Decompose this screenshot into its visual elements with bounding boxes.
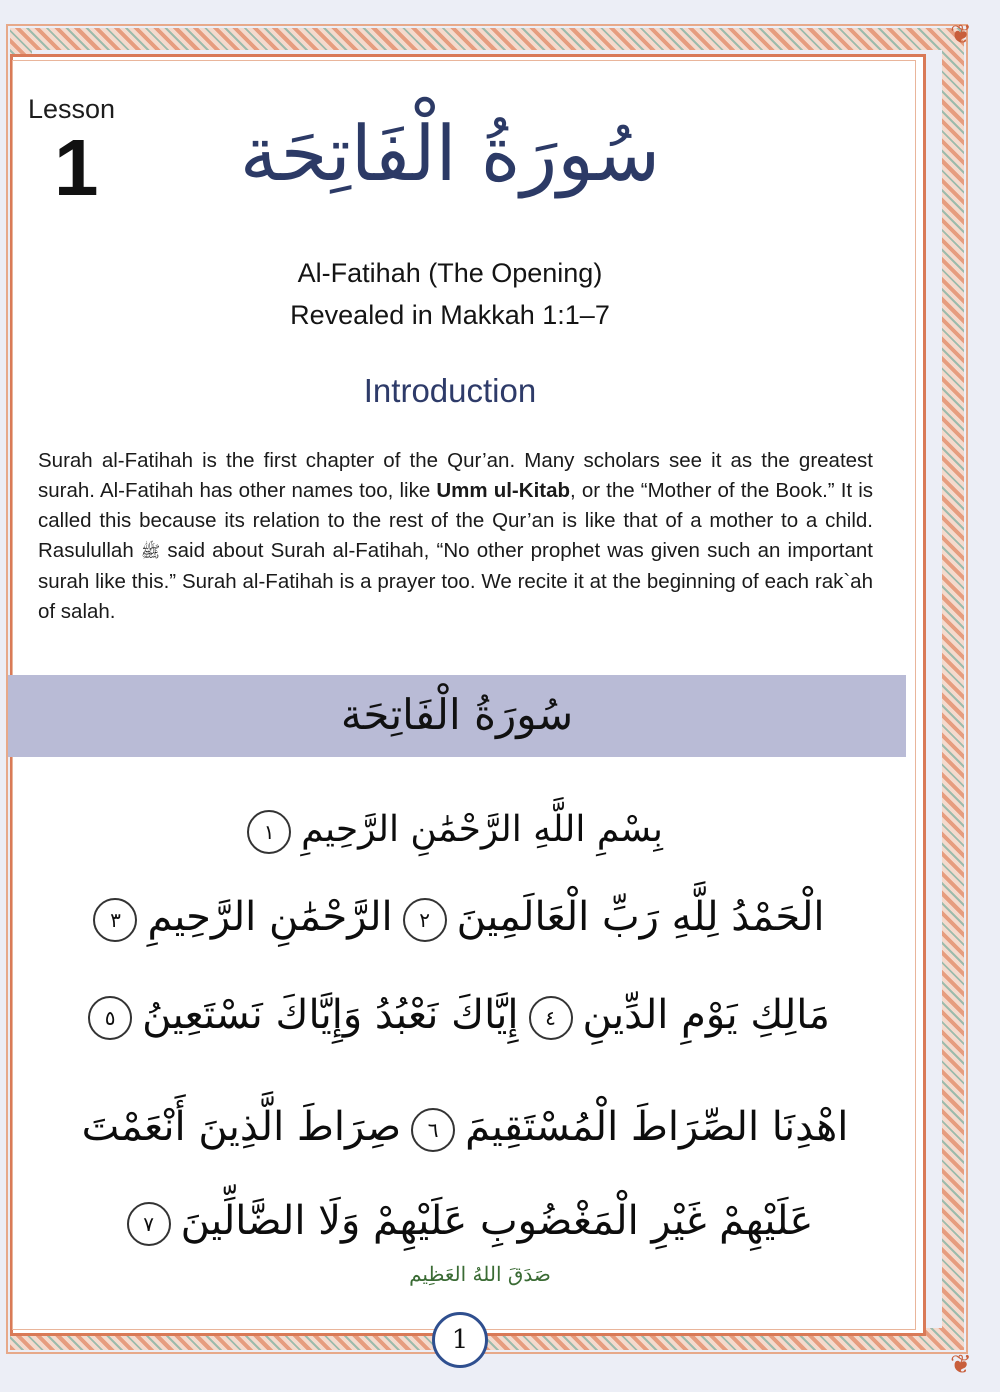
verse-line-1 bbox=[200, 800, 700, 860]
revelation-info: Revealed in Makkah 1:1–7 bbox=[290, 300, 610, 330]
ayah-number-marker: ٧ bbox=[127, 1202, 171, 1246]
ayah-number-marker: ٦ bbox=[411, 1108, 455, 1152]
surah-english-name: Al-Fatihah (The Opening) bbox=[297, 258, 603, 288]
lesson-label: Lesson bbox=[28, 94, 116, 124]
verse-text: بِسْمِ اللَّهِ الرَّحْمَٰنِ الرَّحِيمِ bbox=[301, 809, 663, 850]
verse-line-2 bbox=[14, 882, 894, 952]
ayah-number-marker: ١ bbox=[247, 810, 291, 854]
corner-flourish-icon: ❦ bbox=[950, 20, 972, 50]
introduction-paragraph bbox=[38, 446, 873, 627]
lesson-number: 1 bbox=[54, 123, 99, 212]
verse-text: صِرَاطَ الَّذِينَ أَنْعَمْتَ bbox=[81, 1104, 402, 1150]
closing-phrase-arabic: صَدَقَ اللهُ العَظِيم bbox=[409, 1262, 551, 1286]
ayah-number-marker: ٤ bbox=[529, 996, 573, 1040]
verse-text: الرَّحْمَٰنِ الرَّحِيمِ bbox=[147, 894, 393, 940]
verse-text: عَلَيْهِمْ غَيْرِ الْمَغْضُوبِ عَلَيْهِمْ وَلَا الضَّالِّينَ bbox=[180, 1198, 814, 1244]
surah-bar-title-arabic: سُورَةُ الْفَاتِحَة bbox=[340, 690, 574, 739]
verse-text: إِيَّاكَ نَعْبُدُ وَإِيَّاكَ نَسْتَعِينُ bbox=[142, 992, 519, 1038]
verse-text: اهْدِنَا الصِّرَاطَ الْمُسْتَقِيمَ bbox=[465, 1104, 849, 1150]
surah-title-arabic: سُورَةُ الْفَاتِحَة bbox=[239, 109, 661, 198]
ayah-number-marker: ٣ bbox=[93, 898, 137, 942]
verse-text: مَالِكِ يَوْمِ الدِّينِ bbox=[582, 992, 830, 1038]
surah-subtitle bbox=[150, 252, 750, 336]
verse-text: الْحَمْدُ لِلَّهِ رَبِّ الْعَالَمِينَ bbox=[456, 894, 825, 940]
intro-text-part: Surah al-Fatihah is the first chapter of the Qur’an. Many scholars see it as the greatest surah. Al-Fatihah has other names too, like bbox=[38, 449, 873, 502]
verse-line-5 bbox=[40, 1186, 890, 1256]
introduction-heading: Introduction bbox=[363, 372, 537, 409]
honorific-symbol: ﷺ bbox=[140, 542, 161, 561]
ayah-number-marker: ٢ bbox=[403, 898, 447, 942]
intro-bold-term: Umm ul-Kitab bbox=[436, 479, 571, 502]
verse-line-3 bbox=[14, 980, 894, 1050]
corner-flourish-icon: ❦ bbox=[950, 1350, 972, 1380]
intro-text-part: , or the “Mother of the Book.” It is called this because its relation to the rest of the Qur’an is like that of a mother to a child. Rasulullah bbox=[38, 479, 874, 562]
surah-header-bar bbox=[8, 675, 906, 757]
ayah-number-marker: ٥ bbox=[88, 996, 132, 1040]
verse-line-4 bbox=[40, 1092, 890, 1162]
intro-text-part: said about Surah al-Fatihah, “No other prophet was given such an important surah like this.” Surah al-Fatihah is a prayer too. We recite it at the beginning of each rak`ah of salah. bbox=[38, 539, 873, 623]
page-number: 1 bbox=[432, 1312, 488, 1368]
